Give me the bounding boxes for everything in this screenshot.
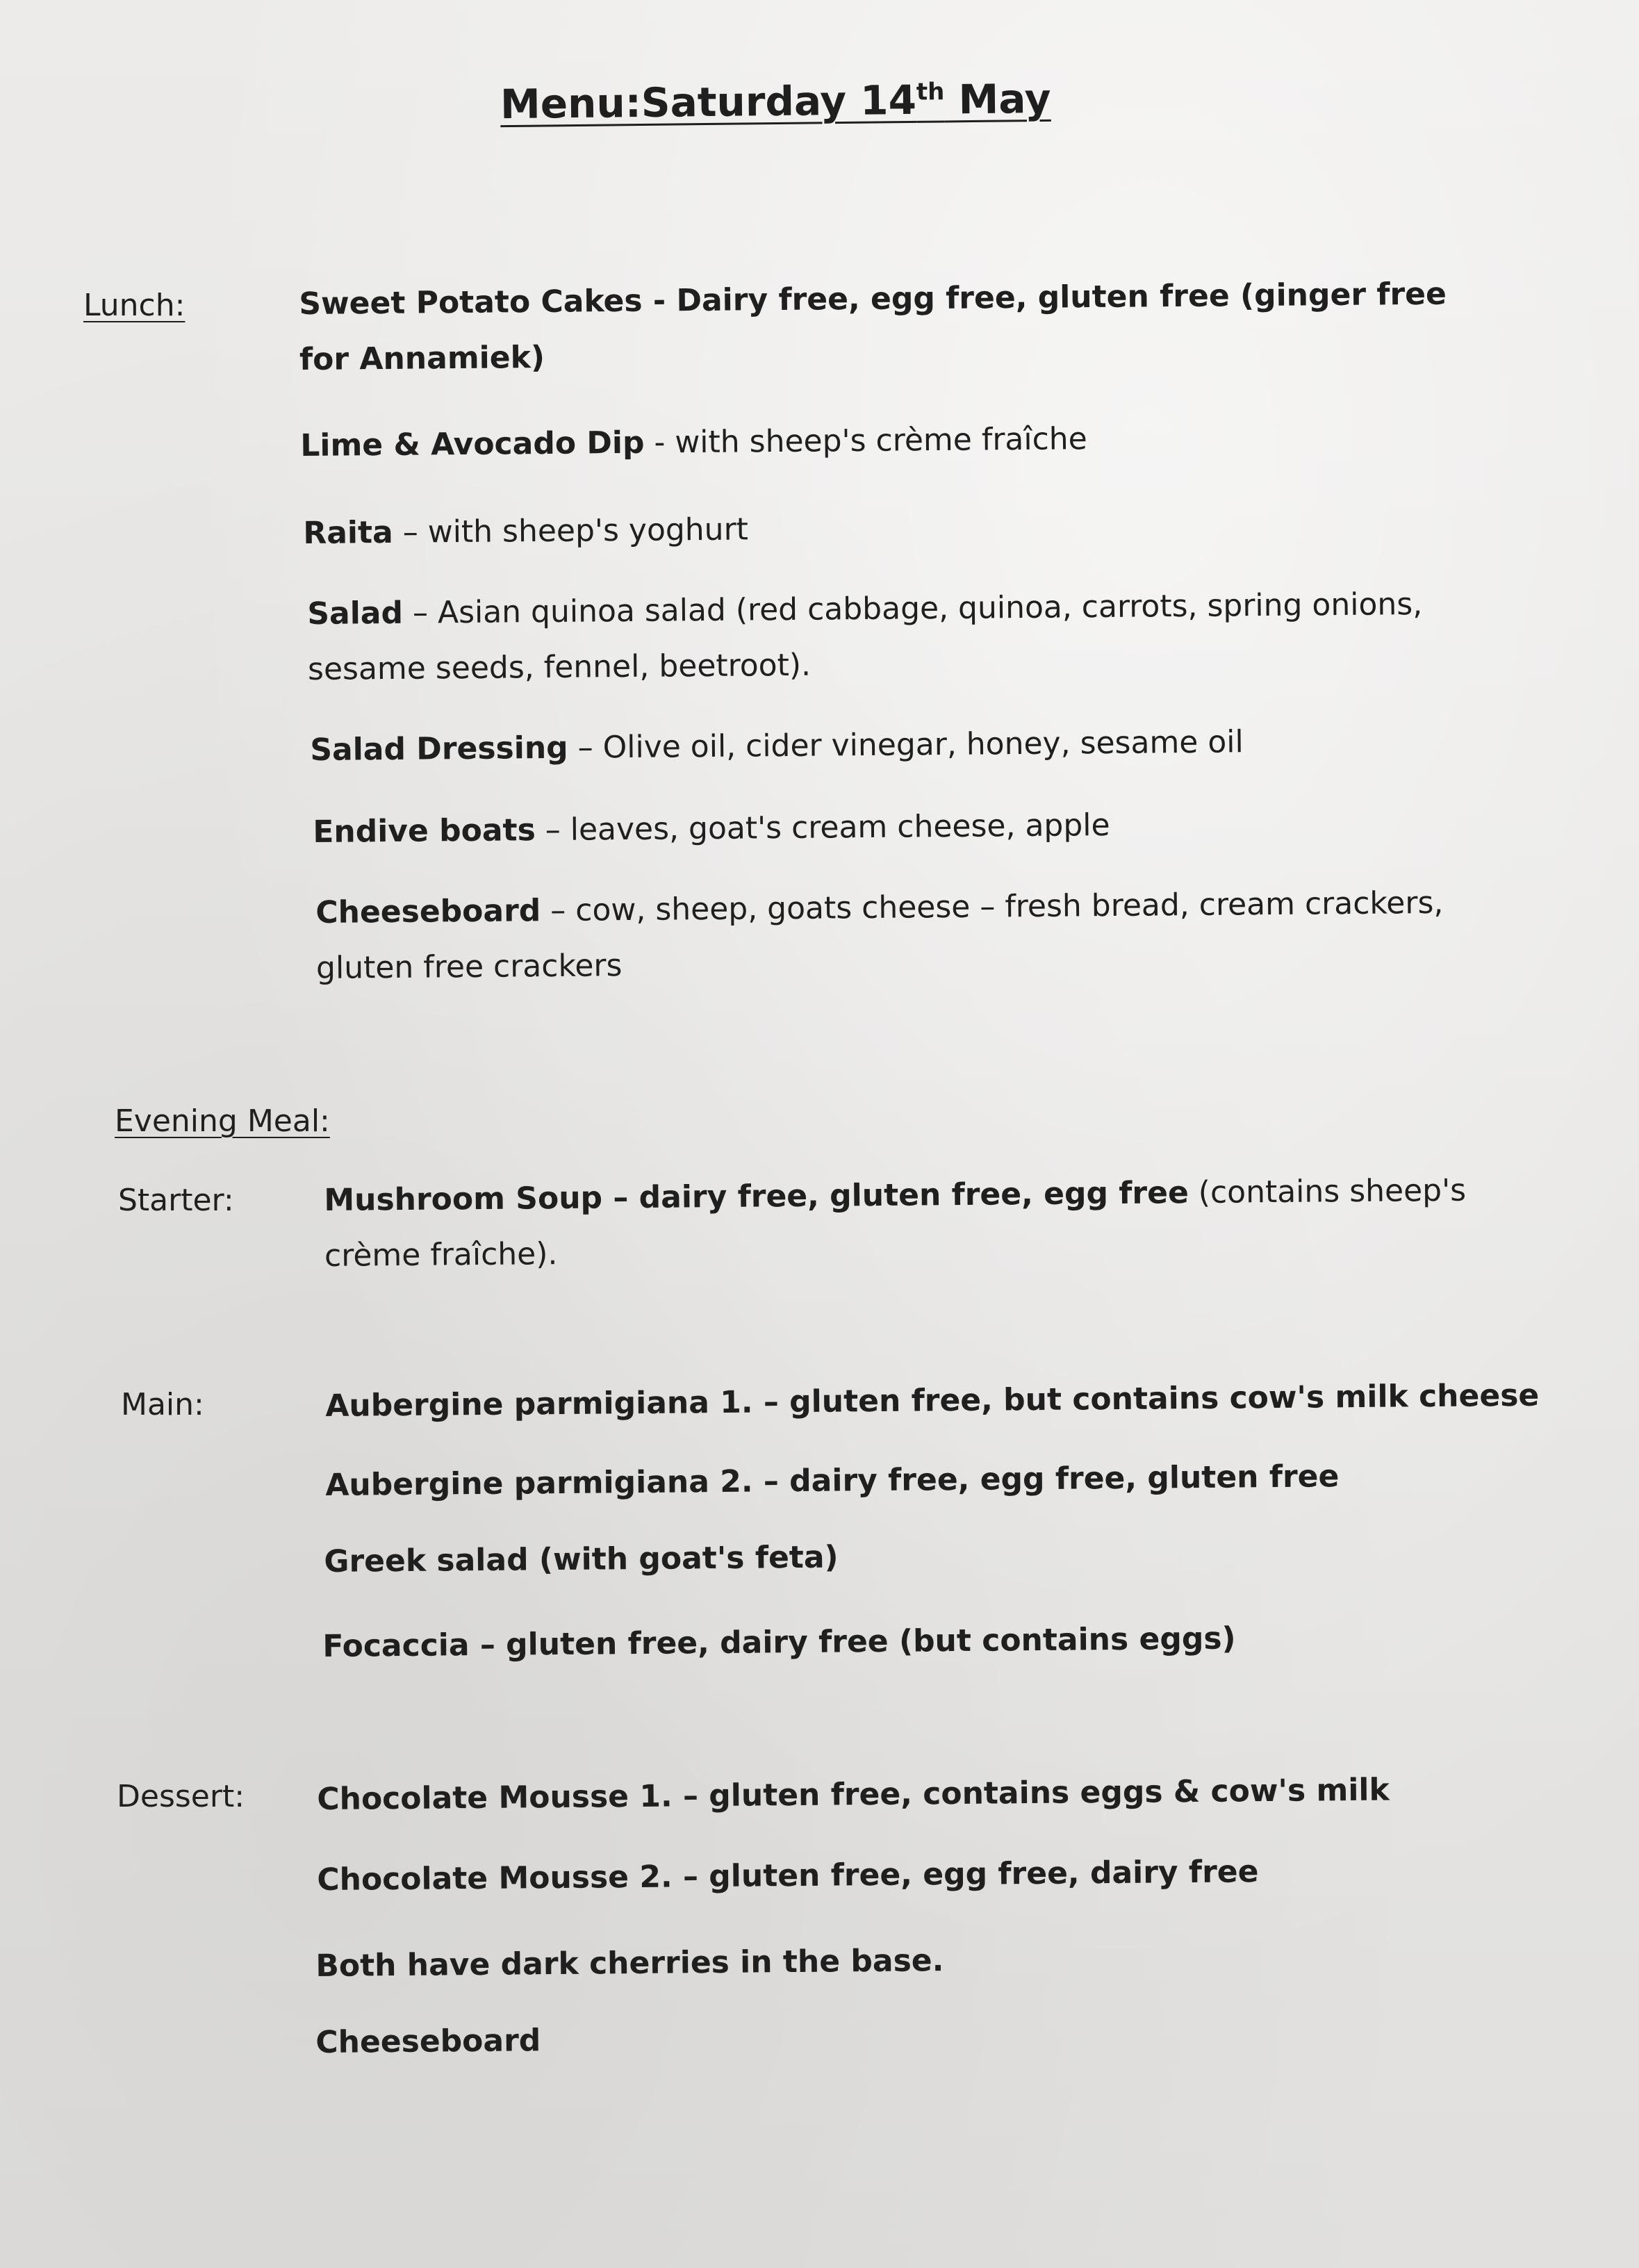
title-prefix: Menu:Saturday 14 — [500, 76, 917, 129]
title-suffix: May — [944, 74, 1051, 124]
lunch-item-salad-dressing — [310, 714, 1244, 778]
lunch-item-desc: - with sheep's crème fraîche — [644, 421, 1087, 461]
lunch-item-name: Salad — [307, 595, 404, 632]
dessert-item: Both have dark cherries in the base. — [315, 1943, 944, 1984]
main-item: Aubergine parmigiana 1. – gluten free, but contains cow's milk cheese — [325, 1377, 1540, 1424]
lunch-item-cheeseboard — [315, 876, 1444, 996]
dessert-label: Dessert: — [117, 1779, 245, 1814]
lunch-item-name: Sweet Potato Cakes — [299, 283, 643, 322]
evening-meal-label: Evening Meal: — [115, 1103, 330, 1139]
main-item: Greek salad (with goat's feta) — [324, 1539, 839, 1579]
lunch-item-salad — [307, 577, 1423, 698]
lunch-item-name: Salad Dressing — [310, 730, 568, 768]
lunch-item-sweet-potato-cakes — [299, 267, 1447, 388]
starter-item-desc-cont: crème fraîche). — [324, 1236, 558, 1274]
lunch-item-desc-cont: for Annamiek) — [299, 339, 545, 377]
dessert-item: Chocolate Mousse 1. – gluten free, contains eggs & cow's milk — [317, 1772, 1390, 1817]
dessert-item: Cheeseboard — [315, 2023, 541, 2060]
lunch-item-raita — [303, 502, 748, 561]
lunch-item-desc: – with sheep's yoghurt — [393, 511, 749, 550]
lunch-item-desc: – leaves, goat's cream cheese, apple — [535, 807, 1110, 848]
main-item: Focaccia – gluten free, dairy free (but contains eggs) — [322, 1620, 1236, 1664]
lunch-item-desc: - Dairy free, egg free, gluten free (ginger free — [642, 276, 1447, 319]
lunch-item-desc-cont: sesame seeds, fennel, beetroot). — [307, 647, 812, 687]
lunch-item-name: Lime & Avocado Dip — [300, 425, 645, 463]
starter-label: Starter: — [118, 1183, 234, 1218]
lunch-item-name: Cheeseboard — [315, 893, 541, 930]
lunch-item-desc: – Asian quinoa salad (red cabbage, quinoa, carrots, spring onions, — [402, 586, 1423, 631]
lunch-item-desc: – Olive oil, cider vinegar, honey, sesame oil — [568, 724, 1244, 766]
lunch-item-desc: – cow, sheep, goats cheese – fresh bread, cream crackers, — [541, 885, 1444, 929]
lunch-item-name: Raita — [303, 514, 393, 551]
lunch-item-desc-cont: gluten free crackers — [315, 948, 623, 986]
starter-item-desc: (contains sheep's — [1188, 1172, 1467, 1211]
main-item: Aubergine parmigiana 2. – dairy free, egg free, gluten free — [325, 1458, 1340, 1503]
starter-item-mushroom-soup — [324, 1163, 1467, 1284]
main-label: Main: — [121, 1387, 204, 1422]
lunch-item-name: Endive boats — [313, 812, 536, 850]
title-ordinal-suffix: th — [916, 78, 945, 106]
lunch-item-lime-avocado-dip — [300, 411, 1087, 474]
page-title — [500, 75, 1051, 128]
lunch-label: Lunch: — [83, 288, 186, 323]
dessert-item: Chocolate Mousse 2. – gluten free, egg free, dairy free — [317, 1854, 1259, 1898]
starter-item-name: Mushroom Soup – dairy free, gluten free, egg free — [324, 1175, 1189, 1218]
lunch-item-endive-boats — [313, 798, 1110, 860]
